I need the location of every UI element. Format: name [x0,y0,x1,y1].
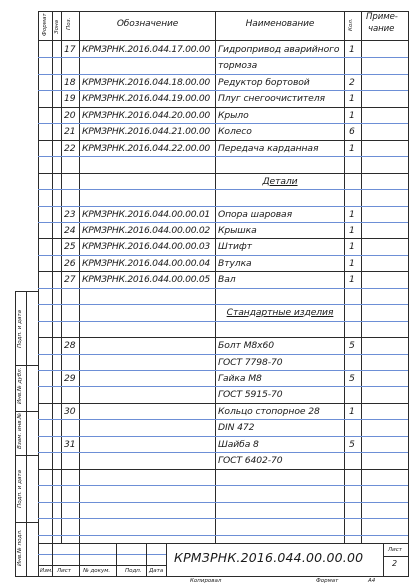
row-rule [38,535,408,536]
side-label-sign-date-2: Подп. и дата [17,469,23,508]
row-pos: 30 [64,405,76,417]
side-stamp-mid [26,291,27,577]
row-qty: 5 [349,339,355,351]
row-pos: 25 [64,240,76,252]
frame-right [408,11,409,577]
title-sheet-rule [383,556,408,557]
row-pos: 24 [64,224,76,236]
row-designation: КРМЗРНК.2016.044.00.00.01 [82,208,210,220]
row-qty: 5 [349,372,355,384]
row-rule [38,518,408,519]
row-designation: КРМЗРНК.2016.044.21.00.00 [82,125,210,137]
row-qty: 2 [349,76,355,88]
side-label-sign-date-1: Подп. и дата [17,309,23,348]
row-qty: 1 [349,240,355,252]
footer-format-value: А4 [368,578,376,584]
row-qty: 1 [349,109,355,121]
row-name: Передача карданная [218,142,319,154]
row-pos: 21 [64,125,76,137]
row-qty: 1 [349,92,355,104]
side-stamp-div-4 [15,522,38,523]
header-zone: Зона [54,19,60,34]
row-name: ГОСТ 5915-70 [218,388,283,400]
row-name: Редуктор бортовой [218,76,310,88]
sheet-label: Лист [388,547,402,553]
row-qty: 5 [349,438,355,450]
side-stamp-bottom [15,576,38,577]
side-stamp-top [15,291,38,292]
row-designation: КРМЗРНК.2016.044.19.00.00 [82,92,210,104]
title-col-3 [116,543,117,576]
row-name: Плуг снегоочистителя [218,92,325,104]
side-stamp-left [15,291,16,577]
row-designation: КРМЗРНК.2016.044.00.00.04 [82,257,210,269]
title-doc: № докум. [83,568,111,574]
row-rule [38,156,408,157]
header-qty: Кол. [348,18,354,31]
title-izm: Изм. [40,568,53,574]
row-designation: КРМЗРНК.2016.044.00.00.05 [82,273,210,285]
row-name: Гидропривод аварийного [218,43,340,55]
row-qty: 1 [349,224,355,236]
row-qty: 6 [349,125,355,137]
frame-left [38,11,39,577]
row-pos: 20 [64,109,76,121]
row-name: Болт М8х60 [218,339,274,351]
title-col-5 [166,543,167,576]
row-name: ГОСТ 7798-70 [218,356,283,368]
side-stamp-div-1 [15,365,38,366]
row-name: Крышка [218,224,257,236]
row-rule [38,469,408,470]
row-name: Штифт [218,240,252,252]
row-designation: КРМЗРНК.2016.044.22.00.00 [82,142,210,154]
row-name: Опора шаровая [218,208,293,220]
sheet-number: 2 [392,559,397,568]
row-name: ГОСТ 6402-70 [218,454,283,466]
row-rule [38,288,408,289]
row-pos: 19 [64,92,76,104]
row-pos: 17 [64,43,76,55]
side-label-dup-inv: Инв.№ дубл. [17,367,23,404]
row-rule [38,502,408,503]
footer-copied: Копировал [190,578,222,584]
row-pos: 27 [64,273,76,285]
row-designation: КРМЗРНК.2016.044.20.00.00 [82,109,210,121]
footer-format-label: Формат [316,578,339,584]
row-qty: 1 [349,142,355,154]
title-sign: Подп. [125,568,142,574]
row-qty: 1 [349,208,355,220]
title-date: Дата [149,568,164,574]
header-note-1: Приме- [366,12,398,22]
row-rule [38,321,408,322]
row-pos: 28 [64,339,76,351]
row-name: тормоза [218,59,258,71]
title-col-sheet [383,543,384,576]
row-qty: 1 [349,43,355,55]
header-format: Формат [42,13,48,36]
side-label-orig-inv: Инв.№ подл. [17,529,23,566]
row-designation: КРМЗРНК.2016.044.17.00.00 [82,43,210,55]
title-block-top [38,543,408,544]
side-label-replace-inv: Взам. инв.№ [17,412,23,449]
title-list: Лист [57,568,71,574]
row-rule [38,189,408,190]
row-designation: КРМЗРНК.2016.044.00.00.03 [82,240,210,252]
row-pos: 29 [64,372,76,384]
row-qty: 1 [349,273,355,285]
row-name: Колесо [218,125,252,137]
header-note-2: чание [368,24,395,34]
row-pos: 18 [64,76,76,88]
header-name: Наименование [245,19,315,29]
frame-top [38,11,408,12]
section-heading: Детали [262,175,298,187]
row-qty: 1 [349,405,355,417]
row-pos: 22 [64,142,76,154]
row-rule [38,485,408,486]
title-col-4 [146,543,147,576]
row-name: Втулка [218,257,252,269]
section-heading: Стандартные изделия [226,306,334,318]
row-qty: 1 [349,257,355,269]
row-name: Шайба 8 [218,438,259,450]
row-name: Крыло [218,109,249,121]
row-pos: 31 [64,438,76,450]
row-name: Вал [218,273,236,285]
row-name: DIN 472 [218,421,255,433]
row-pos: 23 [64,208,76,220]
header-pos: Поз. [66,17,72,30]
row-pos: 26 [64,257,76,269]
row-name: Кольцо стопорное 28 [218,405,320,417]
row-designation: КРМЗРНК.2016.044.00.00.02 [82,224,210,236]
side-stamp-div-3 [15,455,38,456]
header-designation: Обозначение [116,19,179,29]
title-col-2 [79,543,80,576]
frame-bottom [38,576,408,577]
row-name: Гайка М8 [218,372,262,384]
document-code: КРМЗРНК.2016.044.00.00.00 [174,550,364,565]
row-designation: КРМЗРНК.2016.044.18.00.00 [82,76,210,88]
